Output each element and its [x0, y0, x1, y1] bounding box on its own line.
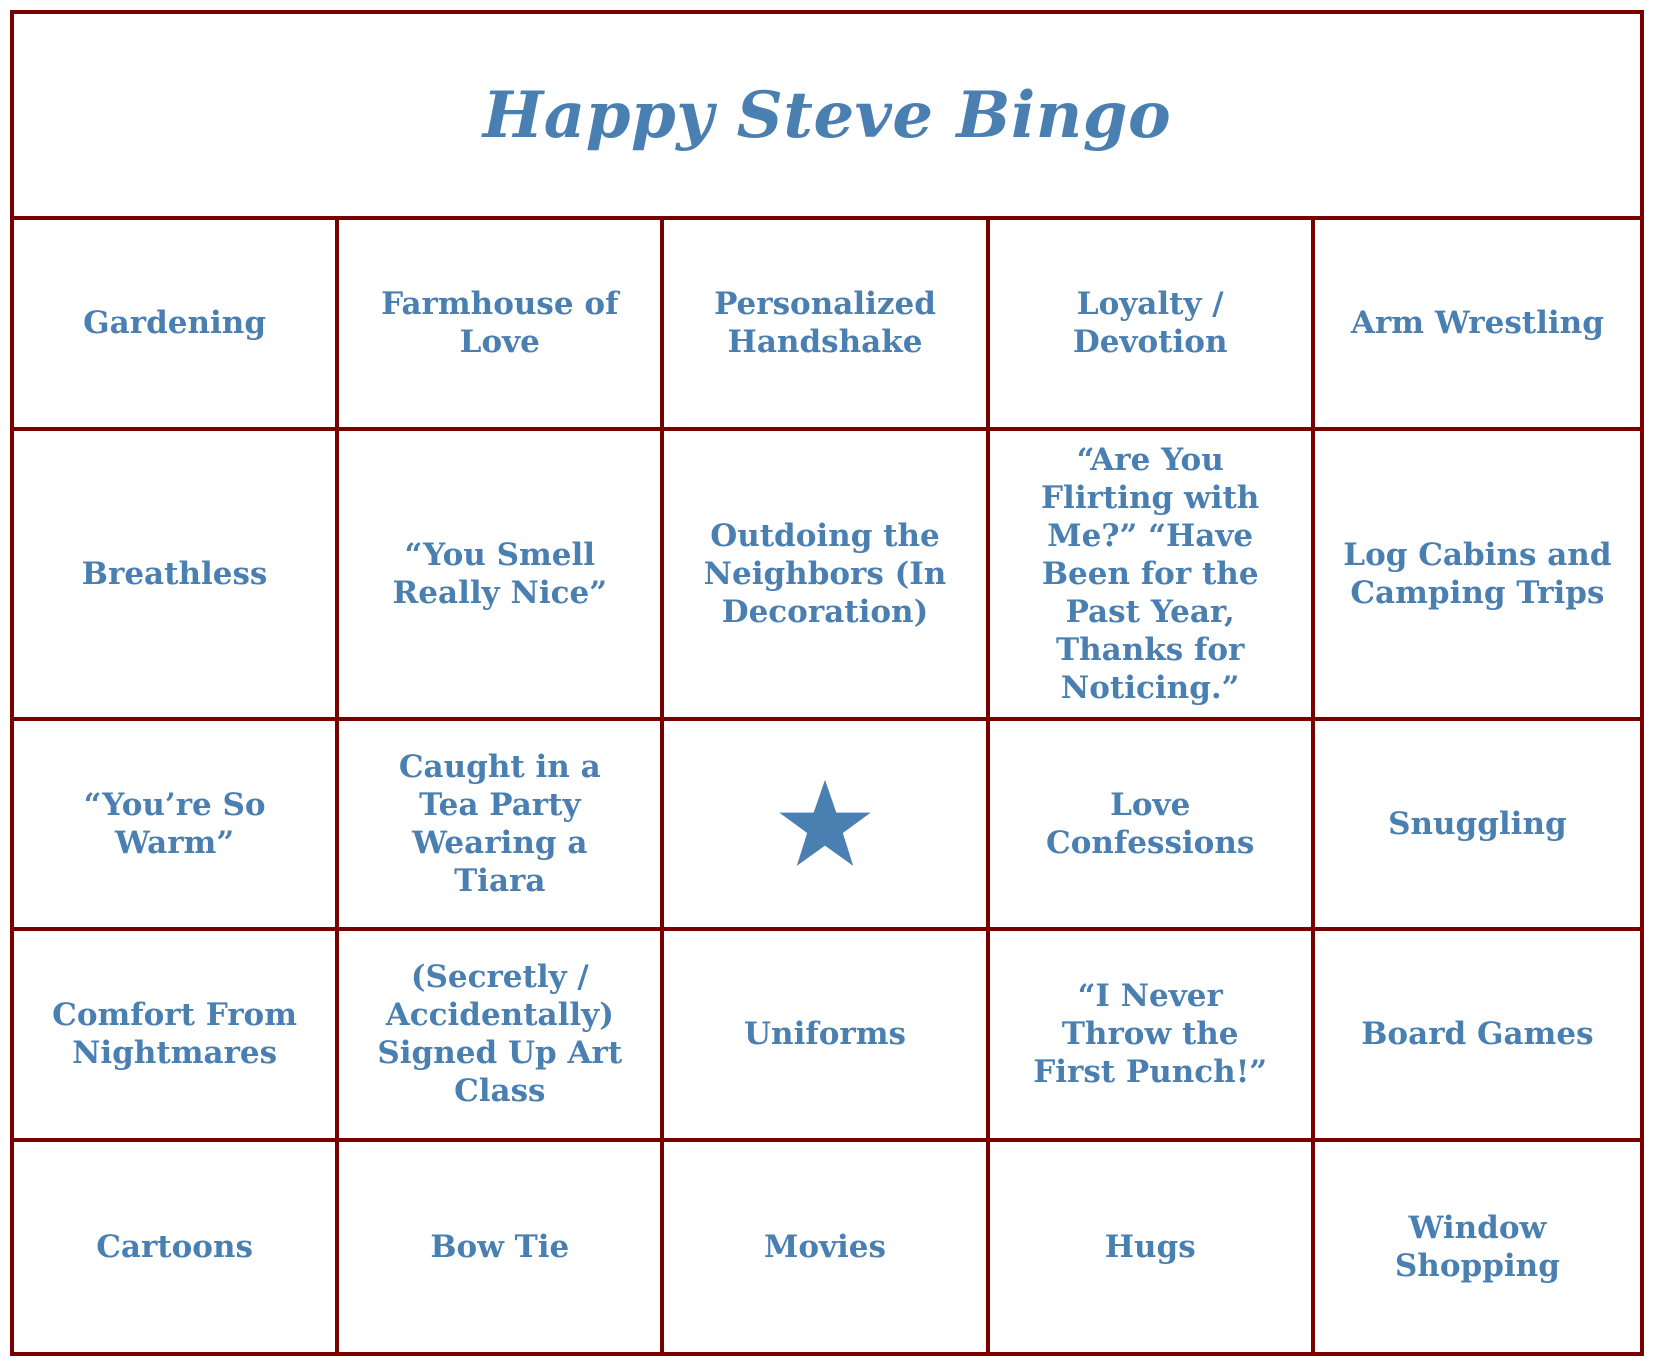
bingo-cell-label: Bow Tie — [430, 1228, 570, 1265]
bingo-cell-label: Love Confessions — [1046, 786, 1255, 861]
bingo-cell-label: “You Smell Really Nice” — [392, 536, 608, 611]
bingo-cell-label: Log Cabins and Camping Trips — [1343, 536, 1612, 611]
bingo-cell-label: Outdoing the Neighbors (In Decoration) — [703, 517, 947, 630]
bingo-cell[interactable] — [1315, 1142, 1640, 1353]
free-space-cell[interactable] — [664, 721, 989, 932]
bingo-cell[interactable] — [664, 1142, 989, 1353]
bingo-cell-label: Cartoons — [96, 1228, 253, 1265]
bingo-cell[interactable] — [990, 721, 1315, 932]
star-icon — [777, 776, 873, 872]
bingo-cell[interactable] — [14, 721, 339, 932]
bingo-cell[interactable] — [14, 220, 339, 431]
bingo-cell[interactable] — [990, 1142, 1315, 1353]
bingo-cell-label: Hugs — [1104, 1228, 1196, 1265]
bingo-cell-label: Snuggling — [1388, 805, 1567, 842]
bingo-cell[interactable] — [1315, 220, 1640, 431]
bingo-cell-label: (Secretly / Accidentally) Signed Up Art Class — [377, 959, 623, 1110]
bingo-cell-label: Gardening — [83, 305, 266, 342]
bingo-cell-label: Breathless — [81, 555, 268, 592]
bingo-cell-label: Loyalty / Devotion — [1072, 286, 1228, 361]
bingo-cell-label: Board Games — [1361, 1016, 1594, 1053]
bingo-cell[interactable] — [339, 1142, 664, 1353]
bingo-board — [10, 10, 1644, 1356]
bingo-cell[interactable] — [339, 721, 664, 932]
bingo-cell-label: Movies — [764, 1228, 886, 1265]
bingo-cell[interactable] — [14, 931, 339, 1142]
bingo-cell[interactable] — [339, 431, 664, 721]
bingo-cell-label: Comfort From Nightmares — [52, 997, 298, 1072]
bingo-cell-label: Arm Wrestling — [1350, 305, 1604, 342]
bingo-cell[interactable] — [664, 431, 989, 721]
bingo-cell[interactable] — [14, 1142, 339, 1353]
bingo-cell[interactable] — [990, 931, 1315, 1142]
bingo-cell[interactable] — [339, 220, 664, 431]
bingo-cell[interactable] — [664, 220, 989, 431]
bingo-cell[interactable] — [990, 431, 1315, 721]
bingo-cell-label: Farmhouse of Love — [381, 286, 619, 361]
bingo-cell[interactable] — [990, 220, 1315, 431]
bingo-cell[interactable] — [664, 931, 989, 1142]
bingo-cell-label: Uniforms — [744, 1016, 906, 1053]
bingo-cell[interactable] — [14, 431, 339, 721]
bingo-cell[interactable] — [1315, 721, 1640, 932]
bingo-cell[interactable] — [1315, 931, 1640, 1142]
bingo-cell[interactable] — [1315, 431, 1640, 721]
bingo-cell-label: “I Never Throw the First Punch!” — [1033, 978, 1268, 1091]
bingo-cell-label: Window Shopping — [1394, 1209, 1560, 1284]
bingo-cell-label: Personalized Handshake — [714, 286, 936, 361]
page-title: Happy Steve Bingo — [482, 77, 1172, 153]
bingo-cell-label: “Are You Flirting with Me?” “Have Been for the Past Year, Thanks for Noticing.” — [1041, 441, 1260, 706]
title-cell — [14, 14, 1640, 220]
bingo-cell[interactable] — [339, 931, 664, 1142]
bingo-cell-label: Caught in a Tea Party Wearing a Tiara — [398, 748, 601, 899]
bingo-cell-label: “You’re So Warm” — [83, 786, 266, 861]
